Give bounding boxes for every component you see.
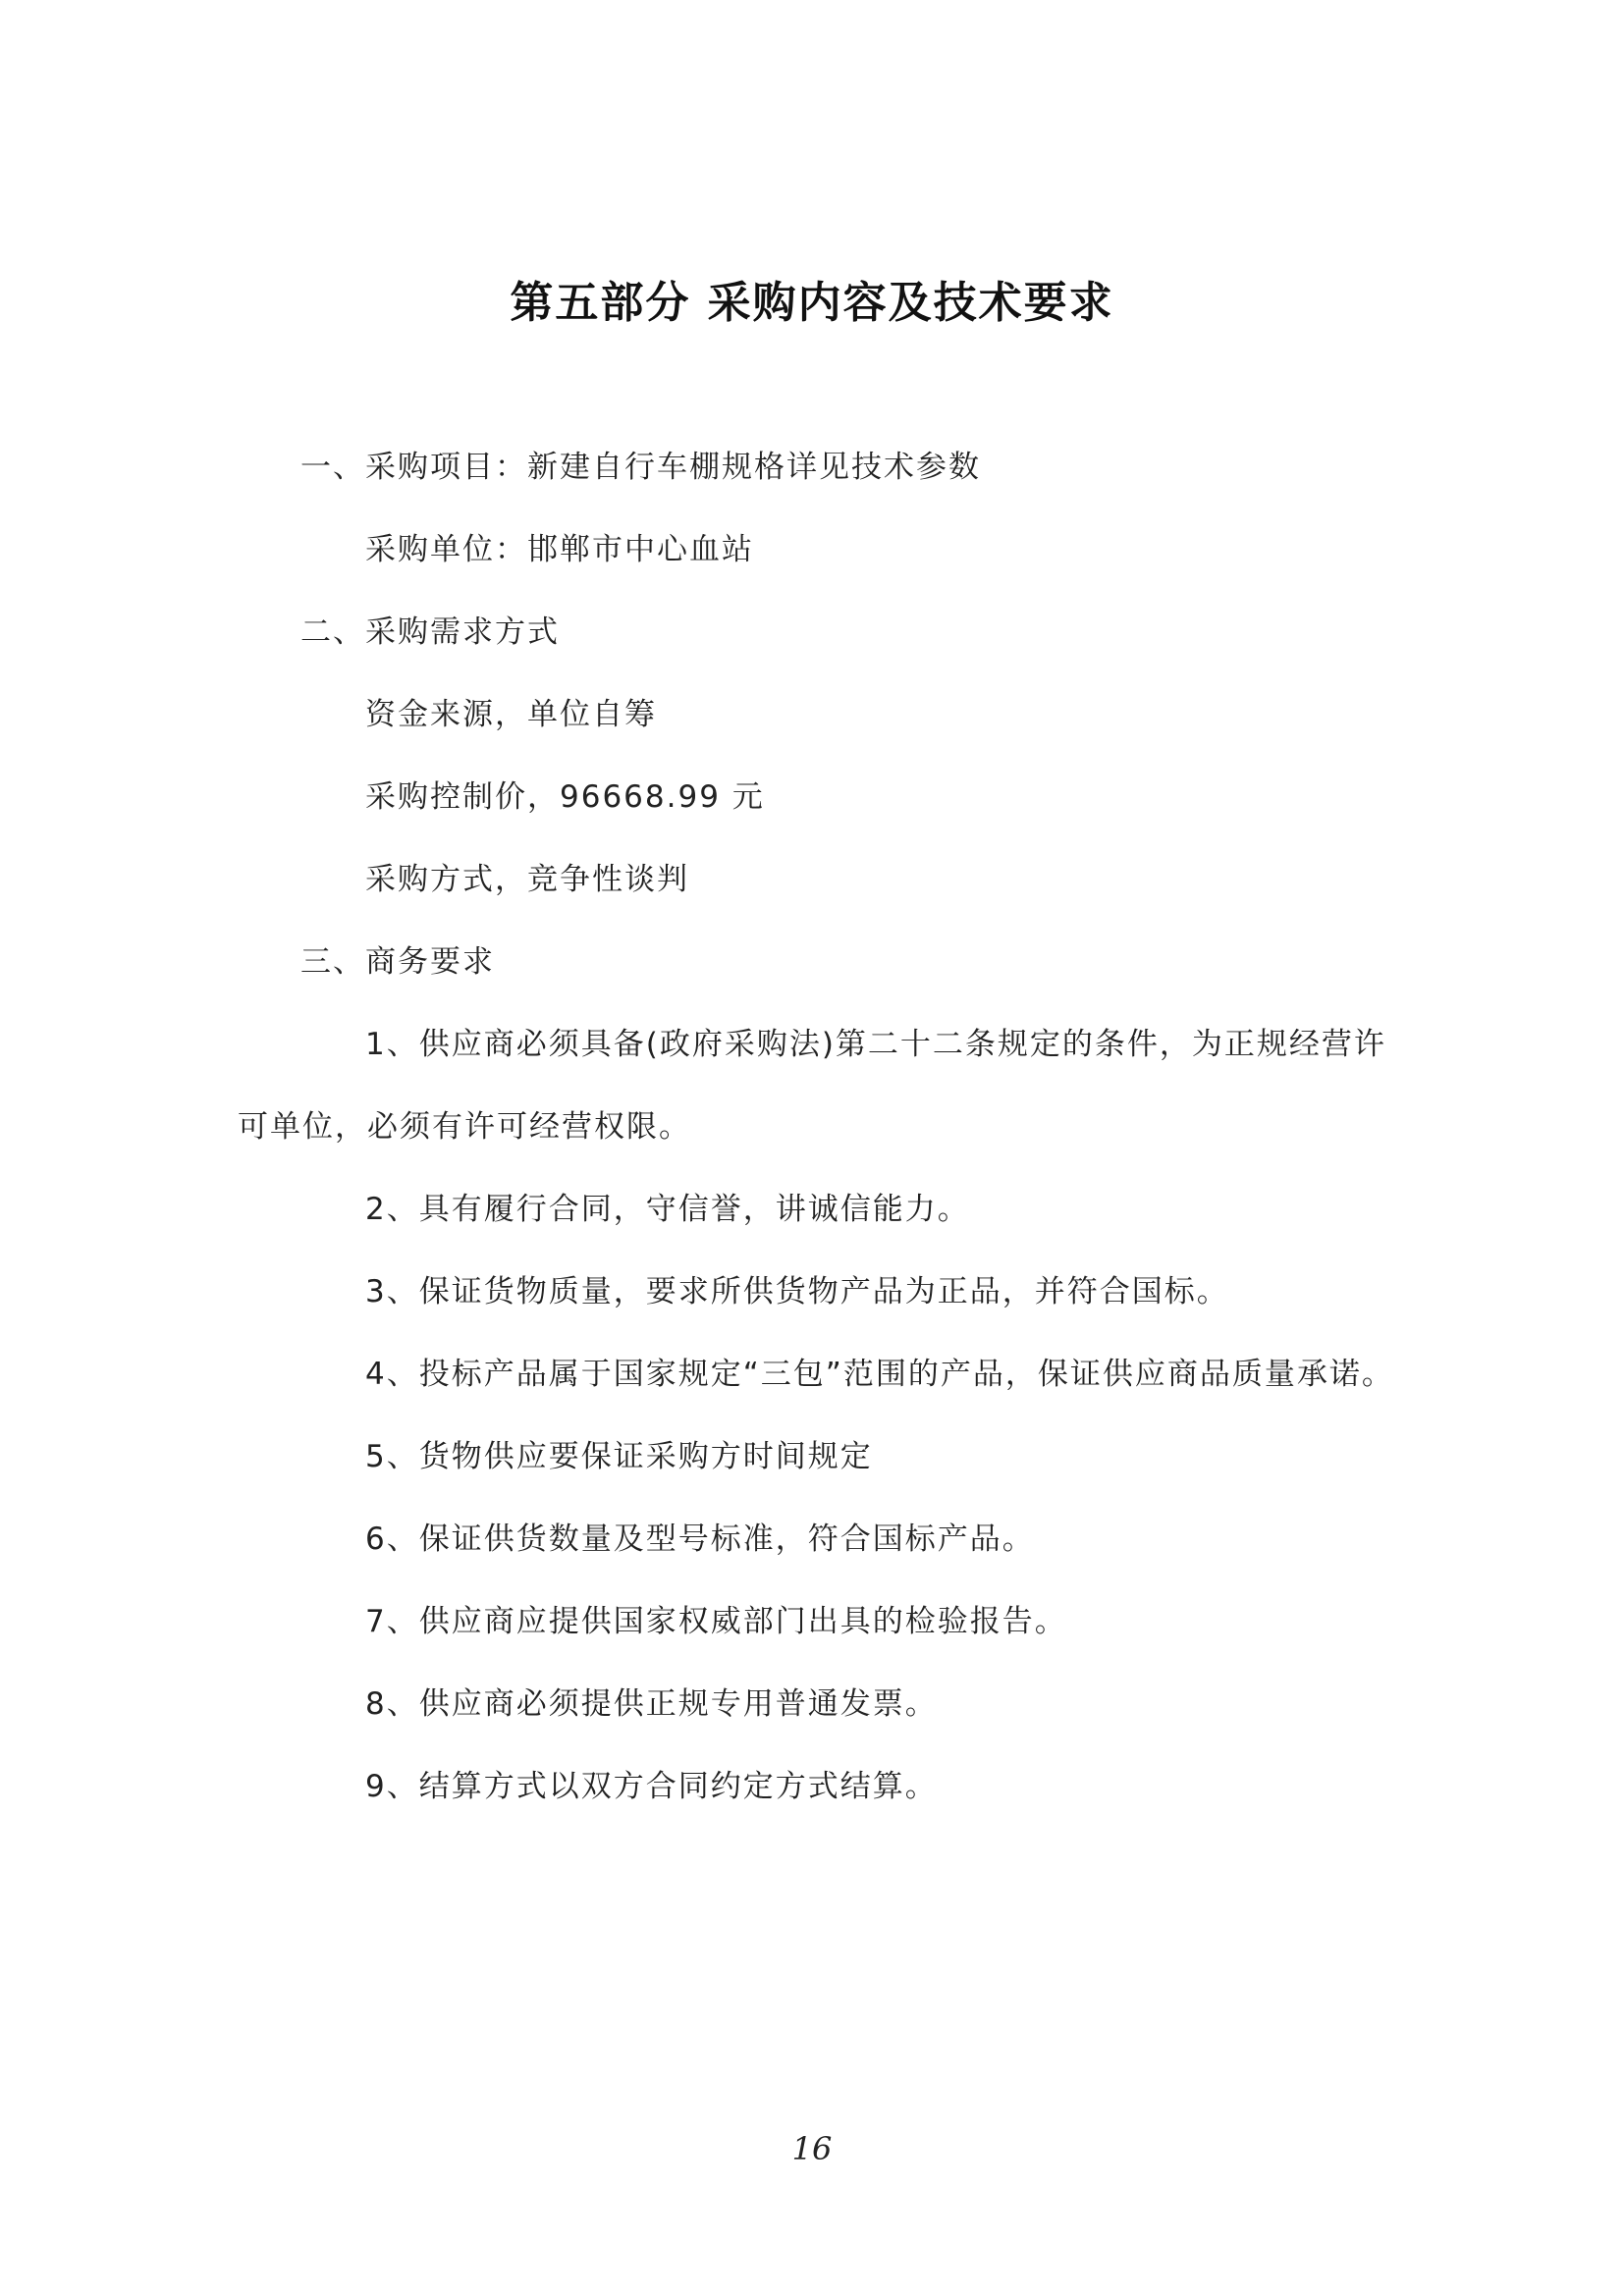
procurement-method: 采购方式，竞争性谈判: [365, 862, 689, 897]
requirement-item-continuation: 可单位，必须有许可经营权限。: [238, 1109, 691, 1145]
section-1-heading: 一、采购项目：新建自行车棚规格详见技术参数: [300, 450, 981, 485]
requirement-item: 8、供应商必须提供正规专用普通发票。: [365, 1686, 938, 1722]
requirement-item: 1、供应商必须具备(政府采购法)第二十二条规定的条件，为正规经营许: [365, 1027, 1386, 1062]
funding-source: 资金来源，单位自筹: [365, 697, 657, 732]
control-price: 采购控制价，96668.99 元: [365, 779, 765, 815]
requirement-item: 3、保证货物质量，要求所供货物产品为正品，并符合国标。: [365, 1274, 1229, 1309]
requirement-item: 7、供应商应提供国家权威部门出具的检验报告。: [365, 1604, 1067, 1639]
section-2-heading: 二、采购需求方式: [300, 614, 560, 650]
page-title: 第五部分 采购内容及技术要求: [510, 278, 1114, 328]
section-3-heading: 三、商务要求: [300, 944, 495, 980]
requirement-item: 6、保证供货数量及型号标准，符合国标产品。: [365, 1522, 1035, 1557]
requirement-item: 9、结算方式以双方合同约定方式结算。: [365, 1769, 938, 1804]
requirement-item: 4、投标产品属于国家规定“三包”范围的产品，保证供应商品质量承诺。: [365, 1357, 1394, 1392]
requirement-item: 5、货物供应要保证采购方时间规定: [365, 1439, 873, 1474]
page-number: 16: [791, 2130, 833, 2167]
purchasing-unit: 采购单位：邯郸市中心血站: [365, 532, 754, 567]
requirement-item: 2、具有履行合同，守信誉，讲诚信能力。: [365, 1192, 970, 1227]
